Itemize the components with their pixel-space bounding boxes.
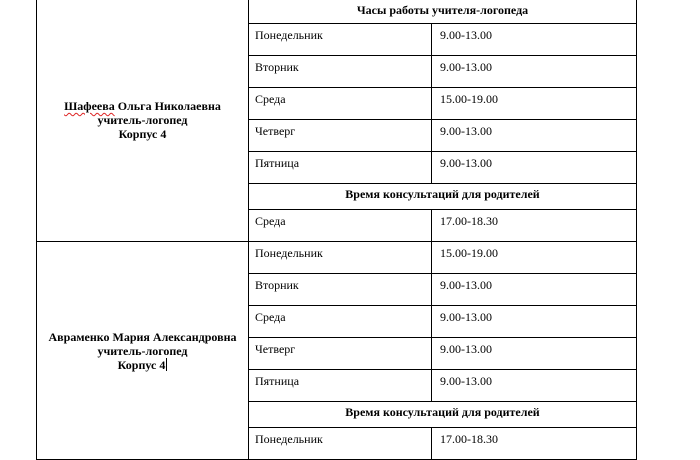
text-cursor [166, 358, 167, 371]
time-cell[interactable]: 15.00-19.00 [432, 242, 637, 274]
time-cell[interactable]: 15.00-19.00 [432, 88, 637, 120]
teacher-building: Корпус 4 [118, 127, 167, 141]
teacher-building-line [41, 358, 244, 372]
time-cell[interactable]: 9.00-13.00 [432, 306, 637, 338]
teacher-info-cell[interactable] [37, 242, 249, 460]
day-cell[interactable]: Среда [249, 210, 432, 242]
time-cell[interactable]: 9.00-13.00 [432, 152, 637, 184]
teacher-building: Корпус 4 [117, 357, 166, 372]
day-cell[interactable]: Понедельник [249, 24, 432, 56]
teacher-info-cell[interactable] [37, 0, 249, 242]
consult-title[interactable]: Время консультаций для родителей [249, 184, 637, 210]
day-cell[interactable]: Вторник [249, 274, 432, 306]
day-cell[interactable]: Понедельник [249, 428, 432, 460]
schedule-title[interactable]: Часы работы учителя-логопеда [249, 0, 637, 24]
consult-title[interactable]: Время консультаций для родителей [249, 402, 637, 428]
day-cell[interactable]: Среда [249, 306, 432, 338]
day-cell[interactable]: Четверг [249, 120, 432, 152]
speech-therapist-schedule-table [36, 0, 637, 460]
teacher-name: Авраменко Мария Александровна [48, 329, 237, 344]
day-cell[interactable]: Среда [249, 88, 432, 120]
teacher-name: Шафеева Ольга Николаевна [64, 99, 221, 113]
teacher-role: учитель-логопед [97, 113, 188, 127]
teacher-role: учитель-логопед [97, 343, 188, 358]
time-cell[interactable]: 9.00-13.00 [432, 24, 637, 56]
time-cell[interactable]: 9.00-13.00 [432, 338, 637, 370]
time-cell[interactable]: 9.00-13.00 [432, 370, 637, 402]
day-cell[interactable]: Пятница [249, 152, 432, 184]
time-cell[interactable]: 9.00-13.00 [432, 120, 637, 152]
misspelled-word: Шафеева [64, 99, 115, 113]
day-cell[interactable]: Четверг [249, 338, 432, 370]
day-cell[interactable]: Вторник [249, 56, 432, 88]
time-cell[interactable]: 17.00-18.30 [432, 428, 637, 460]
time-cell[interactable]: 9.00-13.00 [432, 56, 637, 88]
time-cell[interactable]: 9.00-13.00 [432, 274, 637, 306]
day-cell[interactable]: Понедельник [249, 242, 432, 274]
schedule-header-row [37, 0, 637, 24]
time-cell[interactable]: 17.00-18.30 [432, 210, 637, 242]
document-page [36, 0, 636, 460]
schedule-row [37, 242, 637, 274]
day-cell[interactable]: Пятница [249, 370, 432, 402]
